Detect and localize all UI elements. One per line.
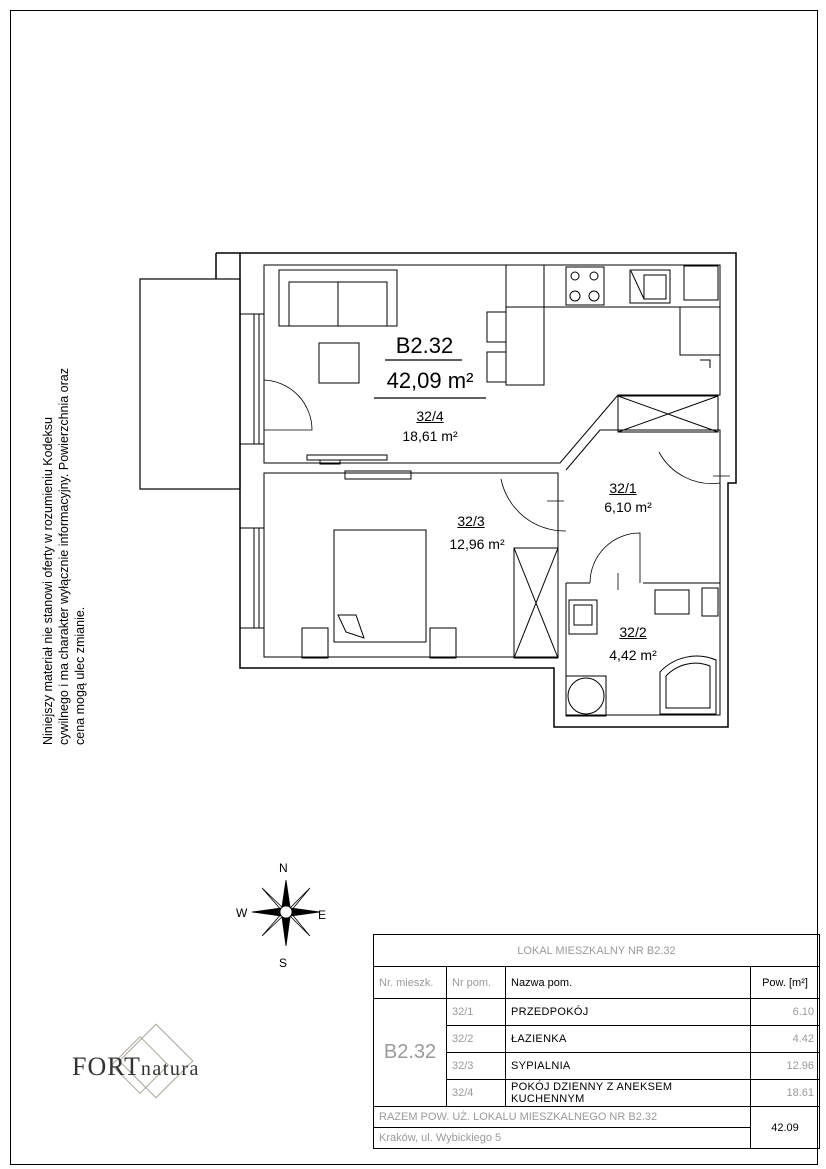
room-area-cell: 4.42 bbox=[751, 1026, 820, 1053]
room-no-cell: 32/2 bbox=[447, 1026, 506, 1053]
compass-north: N bbox=[279, 861, 288, 875]
logo-suffix: natura bbox=[140, 1058, 200, 1080]
compass-south: S bbox=[279, 956, 288, 970]
address: Kraków, ul. Wybickiego 5 bbox=[374, 1128, 751, 1149]
room-no-cell: 32/3 bbox=[447, 1053, 506, 1080]
logo bbox=[72, 1052, 200, 1082]
bed bbox=[334, 530, 426, 642]
room-name-cell: PRZEDPOKÓJ bbox=[506, 999, 751, 1026]
unit-info-table bbox=[373, 934, 820, 1149]
compass-east: E bbox=[318, 908, 327, 922]
table-row bbox=[374, 999, 820, 1026]
total-value: 42.09 bbox=[751, 1107, 820, 1149]
coffee-table bbox=[319, 343, 359, 383]
washing-machine bbox=[655, 590, 689, 614]
entrance-door bbox=[659, 452, 730, 484]
col-name-header: Nazwa pom. bbox=[506, 967, 751, 999]
room-name-cell: SYPIALNIA bbox=[506, 1053, 751, 1080]
kitchen-counter bbox=[506, 265, 544, 385]
window-left-top bbox=[240, 314, 264, 444]
room-id: 32/4 bbox=[416, 408, 444, 424]
room-id: 32/3 bbox=[457, 513, 485, 529]
kitchen-cabinet bbox=[680, 307, 720, 355]
room-area: 6,10 m² bbox=[604, 499, 652, 515]
room-area: 18,61 m² bbox=[402, 428, 458, 444]
unit-number-cell: B2.32 bbox=[374, 999, 447, 1107]
room-area-cell: 18.61 bbox=[751, 1080, 820, 1107]
logo-brand: FORT bbox=[72, 1052, 141, 1081]
bathroom-door bbox=[590, 533, 640, 583]
total-label: RAZEM POW. UŻ. LOKALU MIESZKALNEGO NR B2.32 bbox=[374, 1107, 751, 1128]
window-left-bottom bbox=[240, 528, 264, 628]
room-area-cell: 6.10 bbox=[751, 999, 820, 1026]
room-area: 12,96 m² bbox=[449, 536, 505, 552]
room-area: 4,42 m² bbox=[609, 647, 657, 663]
bedroom-door bbox=[501, 479, 566, 531]
tv-cabinet bbox=[307, 455, 387, 460]
compass-west: W bbox=[236, 906, 248, 920]
room-id: 32/2 bbox=[619, 624, 647, 640]
balcony bbox=[140, 279, 240, 489]
fridge-top bbox=[684, 266, 718, 300]
room-id: 32/1 bbox=[609, 480, 637, 496]
balcony-door bbox=[264, 380, 312, 430]
col-unit-header: Nr. mieszk. bbox=[374, 967, 447, 999]
room-name-cell: POKÓJ DZIENNY Z ANEKSEM KUCHENNYM bbox=[506, 1080, 751, 1107]
col-room-header: Nr pom. bbox=[447, 967, 506, 999]
living-room-walls bbox=[264, 265, 720, 463]
toilet bbox=[566, 676, 606, 716]
room-name-cell: ŁAZIENKA bbox=[506, 1026, 751, 1053]
unit-code: B2.32 bbox=[395, 333, 454, 358]
unit-total-area: 42,09 m² bbox=[386, 368, 474, 393]
compass-rose-icon bbox=[252, 880, 320, 946]
disclaimer-text: Niniejszy materiał nie stanowi oferty w rozumieniu Kodeksu cywilnego i ma charakter wyłącznie informacyjny. Powierzchnia oraz cena mogą ulec zmianie. bbox=[41, 368, 87, 745]
table-header: LOKAL MIESZKALNY NR B2.32 bbox=[374, 935, 820, 967]
col-area-header: Pow. [m²] bbox=[751, 967, 820, 999]
room-no-cell: 32/4 bbox=[447, 1080, 506, 1107]
room-no-cell: 32/1 bbox=[447, 999, 506, 1026]
room-area-cell: 12.96 bbox=[751, 1053, 820, 1080]
